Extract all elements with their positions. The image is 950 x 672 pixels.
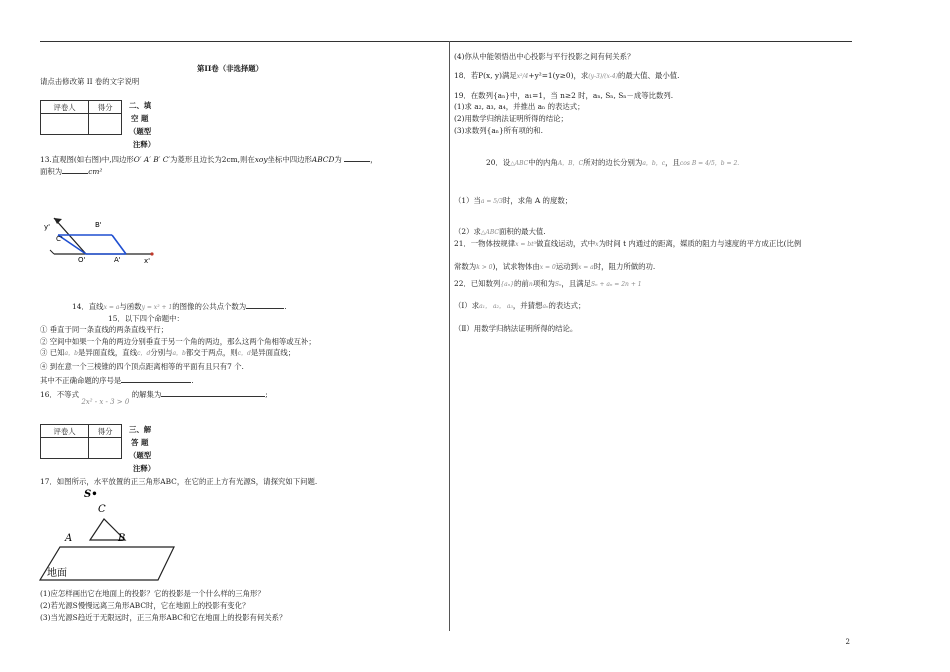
grade-cell-grader [41, 114, 89, 135]
q15-question: 其中不正确命题的序号是 . [40, 376, 194, 385]
q18-frac: x²/4 [516, 73, 529, 80]
q19-sub-3: (3)求数列{aₙ}所有项的和. [454, 126, 543, 135]
q13-text-e: 面积为 [40, 167, 63, 176]
label-a: A [65, 533, 73, 544]
question-14: 14．直线x = a与函数y = x² + 1的图像的公共点个数为 . [72, 302, 287, 311]
q21-k: k > 0 [476, 264, 493, 271]
label-light-source-s: S• [84, 489, 98, 500]
q20-angles: A，B，C [557, 160, 584, 167]
q15-item3-ab2: a，b [172, 350, 186, 357]
grade-table2-cell-grader [41, 438, 89, 459]
label-o: O' [78, 256, 86, 264]
q22-s: Sₙ [554, 281, 562, 288]
part3-heading-3: （题型 [129, 451, 152, 460]
q16-formula: 2x² - x - 3 > 0 [81, 398, 130, 406]
question-13-line1: 13.直观图(如右图)中,四边形O′ A′ B′ C′为菱形且边长为2cm,则在xoy坐标中四边形ABCD为 ， [40, 155, 378, 164]
figure-rhombus-diagram [40, 210, 160, 270]
q21-text-a: 21．一物体按规律 [454, 239, 516, 248]
question-20 [486, 158, 739, 168]
q15-title: 15．以下四个命题中： [108, 314, 184, 323]
question-17: 17．如图所示，水平放置的正三角形ABC，在它的正上方有光源S，请探究如下问题. [40, 477, 318, 486]
q20-cos: cos B = 4/5，b = 2. [679, 160, 740, 167]
q20-sub1-text-a: （1）当 [454, 196, 481, 205]
q20-text-b: 中的内角 [528, 158, 558, 167]
q18-frac2: (y-3)/(x-4) [588, 73, 618, 80]
q13-shape: O′ A′ B′ C′ [133, 155, 171, 164]
grade-table2-header-score: 得分 [89, 425, 122, 438]
q20-sub1-formula: a = 5/3 [480, 198, 503, 205]
q22-n: n [528, 281, 533, 288]
q13-xoy: xoy [254, 155, 268, 164]
q22-sub1-an: aₙ [542, 303, 549, 310]
q15-item3-d: 都交于两点，则 [185, 348, 238, 357]
q16-text-b: 的解集为 [131, 390, 162, 399]
q21-text-b: 做直线运动，式中 [536, 239, 596, 248]
q15-item3-a: ③ 已知 [40, 348, 65, 357]
part3-heading-1: 三、解 [129, 425, 152, 434]
label-a: A' [114, 256, 121, 264]
q20-sub2-text-a: （2）求 [454, 227, 481, 236]
q21-text-d: 常数为 [454, 262, 477, 271]
grade-table2-cell-score [89, 438, 122, 459]
q13-text-c: 坐标中四边形 [267, 155, 312, 164]
label-b: B' [95, 221, 102, 229]
part2-heading-4: 注释） [133, 140, 156, 149]
q16-text-a: 16．不等式 [40, 390, 79, 399]
q15-question-text: 其中不正确命题的序号是 [40, 376, 122, 385]
question-21-line1 [454, 239, 801, 249]
part2-heading-1: 二、填 [129, 101, 152, 110]
q22-sub1-text-b: ，并猜想 [512, 301, 543, 310]
q21-text-e: )，试求物体由 [492, 262, 540, 271]
q13-text-d: 为 [334, 155, 342, 164]
q22-text-c: 项和为 [532, 279, 555, 288]
header-rule [40, 41, 852, 42]
part3-heading-2: 答 题 [131, 438, 149, 447]
q13-unit: cm² [88, 167, 103, 176]
q21-x: x [595, 241, 599, 248]
q15-blank [121, 374, 191, 383]
q21-text-f: 运动到 [555, 262, 578, 271]
label-b: B [118, 533, 126, 544]
q21-formula: x = bt³ [515, 241, 537, 248]
q17-sub-4: (4)你从中能领悟出中心投影与平行投影之间有何关系？ [454, 52, 635, 61]
q15-item3-c: 分别与 [150, 348, 173, 357]
q20-text-c: 所对的边长分别为 [583, 158, 643, 167]
part2-heading-2: 空 题 [131, 114, 149, 123]
q22-seq: {aₙ} [500, 281, 515, 288]
grade-table-2 [40, 424, 122, 459]
q13-text-b: 为菱形且边长为2cm,则在 [170, 155, 255, 164]
q13-text-a: 13.直观图(如右图)中,四边形 [40, 155, 134, 164]
grade-table-header-score: 得分 [89, 101, 122, 114]
q20-text-a: 20．设 [486, 158, 511, 167]
grade-cell-score [89, 114, 122, 135]
q13-abcd: ABCD [311, 155, 335, 164]
q20-triangle: △ABC [510, 160, 529, 167]
q18-text-b: +y²=1(y≥0)，求 [528, 71, 589, 80]
q15-item-3 [40, 348, 295, 358]
q17-sub-1: (1)应怎样画出它在地面上的投影？它的投影是一个什么样的三角形？ [40, 589, 265, 598]
q14-text-c: 的图像的公共点个数为 [172, 302, 247, 311]
q19-sub-1: (1)求 a₂, a₃, a₄，并推出 aₙ 的表达式； [454, 102, 585, 111]
q14-func: y = x² + 1 [141, 304, 173, 311]
q22-sub-1 [454, 301, 585, 311]
q19-sub-2: (2)用数学归纳法证明所得的结论； [454, 114, 568, 123]
q22-text-a: 22．已知数列 [454, 279, 501, 288]
q14-line: x = a [103, 304, 120, 311]
q15-item-2: ② 空间中如果一个角的两边分别垂直于另一个角的两边，那么这两个角相等或互补； [40, 337, 316, 346]
q15-item-4: ④ 到在意一个三棱锥的四个顶点距离相等的平面有且只有7 个. [40, 362, 244, 371]
q14-text-b: 与函数 [119, 302, 142, 311]
q20-text-d: ，且 [665, 158, 680, 167]
q15-item3-e: 是异面直线； [250, 348, 296, 357]
q22-sub1-text-a: （Ⅰ）求 [454, 301, 480, 310]
q21-x0: x = 0 [539, 264, 556, 271]
label-c: C [98, 504, 106, 515]
q22-text-b: 的前 [514, 279, 529, 288]
q21-text-g: 时，阻力所做的功. [593, 262, 656, 271]
q22-cond: Sₙ + aₙ = 2n + 1 [591, 281, 642, 288]
q17-sub-2: (2)若光源S慢慢远离三角形ABC时，它在地面上的投影有变化？ [40, 601, 250, 610]
q20-sides: a，b，c [642, 160, 666, 167]
part2-heading-3: （题型 [129, 127, 152, 136]
q15-item3-ab: a，b [64, 350, 78, 357]
q22-sub-2: （Ⅱ）用数学归纳法证明所得的结论。 [454, 324, 578, 333]
question-13-line2 [40, 165, 102, 176]
q20-sub1-text-b: 时，求角 A 的度数； [502, 196, 573, 205]
q15-item3-cd2: c，d [237, 350, 251, 357]
question-19: 19．在数列{aₙ}中，a₁=1，当 n≥2 时，aₙ, Sₙ, Sₙ－成等比数列. [454, 91, 674, 100]
label-y: y' [44, 223, 51, 231]
column-divider [449, 41, 450, 631]
q20-sub2-triangle: △ABC [480, 229, 499, 236]
q13-blank-1 [344, 153, 370, 162]
q20-sub2-text-b: 面积的最大值. [498, 227, 546, 236]
rhombus-edge-ba [112, 235, 126, 254]
q15-item3-cd: c，d [137, 350, 151, 357]
grade-table-1 [40, 100, 122, 135]
q16-blank [161, 388, 265, 397]
q18-text-c: 的最大值、最小值. [617, 71, 680, 80]
q15-item-1: ① 垂直于同一条直线的两条直线平行； [40, 325, 168, 334]
q21-xa: x = a [577, 264, 594, 271]
section-title: 第II卷（非选择题） [197, 64, 264, 73]
label-c: C' [56, 235, 63, 243]
x-axis-end-dot [150, 252, 153, 255]
q14-blank [246, 300, 284, 309]
q15-item3-b: 是异面直线，直线 [77, 348, 138, 357]
grade-table2-header-grader: 评卷人 [41, 425, 89, 438]
q20-sub-2 [454, 227, 546, 237]
label-ground: 地面 [47, 568, 67, 579]
grade-table-header-grader: 评卷人 [41, 101, 89, 114]
q22-text-d: ，且满足 [561, 279, 591, 288]
q17-sub-3: (3)当光源S趋近于无限远时，正三角形ABC和它在地面上的投影有何关系？ [40, 613, 287, 622]
q13-blank-2 [62, 165, 88, 174]
q21-text-c: 为时间 t 内通过的距离，媒质的阻力与速度的平方成正比(比例 [598, 239, 802, 248]
section-note: 请点击修改第 II 卷的文字说明 [40, 77, 140, 86]
question-18 [454, 71, 679, 81]
page-number: 2 [845, 638, 850, 646]
q22-sub1-text-c: 的表达式； [548, 301, 586, 310]
question-22 [454, 279, 642, 289]
part3-heading-4: 注释） [133, 464, 156, 473]
label-x: x' [144, 257, 151, 265]
x-axis-tail-tick [50, 250, 54, 254]
question-16: 16．不等式 2x² - x - 3 > 0 的解集为 ; [40, 390, 268, 406]
q20-sub-1 [454, 196, 572, 206]
q22-sub1-terms: a₁， a₂， a₃ [479, 303, 513, 310]
figure-projection-diagram [38, 485, 178, 585]
q14-text-a: 14．直线 [72, 302, 104, 311]
question-21-line2 [454, 262, 655, 272]
q18-text-a: 18．若P(x, y)满足 [454, 71, 517, 80]
